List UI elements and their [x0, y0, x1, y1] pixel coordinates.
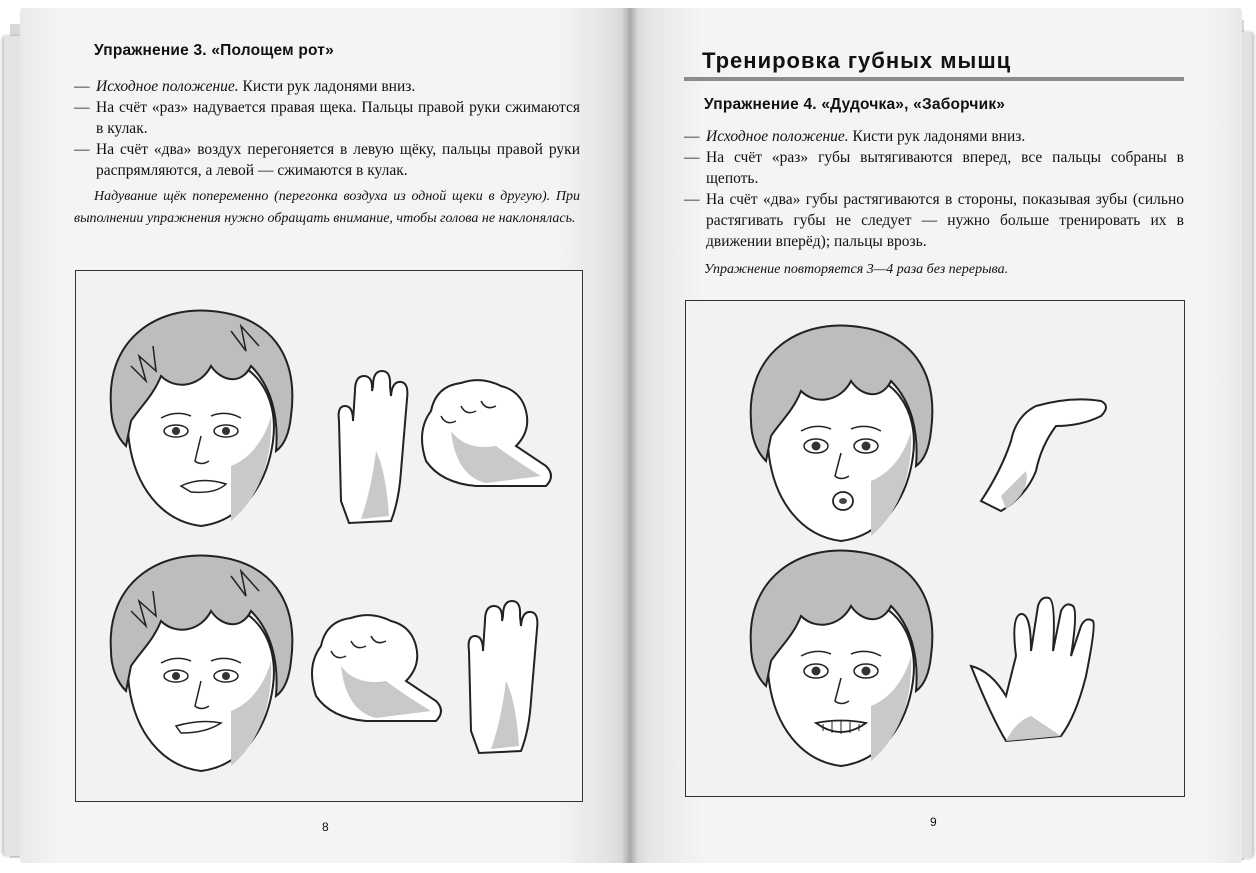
- section-title-rule: [684, 77, 1184, 81]
- hand-open-palm: [339, 371, 408, 523]
- left-bullet-list: [74, 76, 580, 181]
- section-title: Тренировка губных мышц: [702, 48, 1012, 73]
- face-puffed-left-cheek: [111, 555, 293, 771]
- right-bullet-list: [684, 126, 1184, 252]
- hand-fist-2: [312, 615, 441, 721]
- left-bullet-2: — На счёт «раз» надувается правая щека. Пальцы правой руки сжимаются в кулак.: [74, 99, 580, 137]
- right-bullet-2: — На счёт «раз» губы вытягиваются вперед, все пальцы собраны в щепоть.: [684, 149, 1184, 187]
- hand-spread-fingers: [971, 598, 1094, 741]
- right-illustration-frame: [685, 300, 1185, 797]
- book-spine: [622, 8, 638, 863]
- hand-pinch: [981, 399, 1106, 511]
- right-bullet-1: — Исходное положение. Кисти рук ладонями вниз.: [684, 128, 1026, 145]
- hand-open-palm-2: [469, 601, 538, 753]
- left-exercise-title: Упражнение 3. «Полощем рот»: [94, 42, 334, 59]
- right-exercise-title: Упражнение 4. «Дудочка», «Заборчик»: [704, 96, 1006, 113]
- right-bullet-3: — На счёт «два» губы растягиваются в стороны, показывая зубы (сильно растягивать губы не следует — нужно больше тренировать их в движении вперёд); пальцы врозь.: [684, 191, 1184, 250]
- page-number-right: 9: [930, 815, 937, 829]
- right-note: Упражнение повторяется 3—4 раза без перерыва.: [704, 262, 1009, 277]
- hand-fist: [422, 380, 551, 486]
- left-bullet-3: — На счёт «два» воздух перегоняется в левую щёку, пальцы правой руки распрямляются, а левой — сжимаются в кулак.: [74, 141, 580, 179]
- right-illustration: [686, 301, 1184, 796]
- face-smile-teeth: [751, 550, 933, 766]
- left-note: Надувание щёк попеременно (перегонка воздуха из одной щеки в другую). При выполнении упражнения нужно обращать внимание, чтобы голова не наклонялась.: [74, 189, 580, 226]
- left-illustration: [76, 271, 582, 801]
- face-lips-pursed: [751, 325, 933, 541]
- face-puffed-right-cheek: [111, 310, 293, 526]
- left-illustration-frame: [75, 270, 583, 802]
- page-number-left: 8: [322, 820, 329, 834]
- left-bullet-1: — Исходное положение. Кисти рук ладонями вниз.: [74, 78, 416, 95]
